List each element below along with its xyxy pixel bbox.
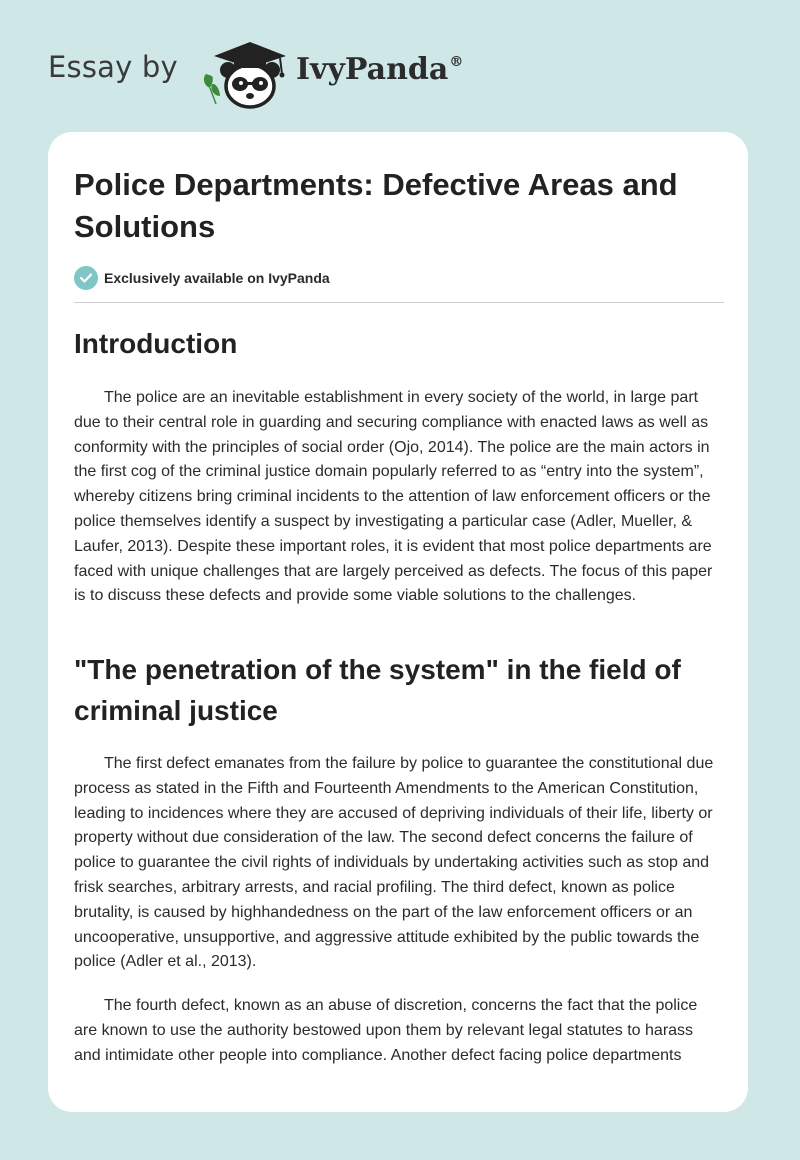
check-icon: [74, 266, 98, 290]
paragraph: The fourth defect, known as an abuse of discretion, concerns the fact that the police are known to use the authority bestowed upon them by relevant legal statutes to harass and intimidate other people into compliance. Another defect facing police departments: [74, 997, 698, 1064]
ivypanda-wordmark[interactable]: [296, 52, 463, 87]
registered-mark: ®: [449, 54, 464, 70]
paragraph: The police are an inevitable establishment in every society of the world, in large part due to their central role in guarding and securing compliance with enacted laws as well as conformity with the principles of social order (Ojo, 2014). The police are the main actors in the first cog of the criminal justice domain popularly referred to as “entry into the system”, whereby citizens bring criminal incidents to the attention of law enforcement officers or the police themselves identify a suspect by investigating a particular case (Adler, Mueller, & Laufer, 2013). Despite these important roles, it is evident that most police departments are faced with unique challenges that are largely perceived as defects. The focus of this paper is to discuss these defects and provide some viable solutions to the challenges.: [74, 389, 713, 605]
title-divider: [74, 302, 724, 303]
exclusive-badge: [74, 264, 330, 292]
section-heading-introduction: Introduction: [74, 328, 238, 359]
essay-title: Police Departments: Defective Areas and Solutions: [74, 167, 678, 244]
section-heading-penetration: "The penetration of the system" in the field of criminal justice: [74, 654, 681, 726]
essay-card: [48, 132, 748, 1112]
section-penetration-body: [74, 752, 724, 975]
section-introduction-body: [74, 386, 724, 609]
ivypanda-logo-icon[interactable]: [200, 34, 292, 110]
paragraph: The first defect emanates from the failure by police to guarantee the constitutional due process as stated in the Fifth and Fourteenth Amendments to the American Constitution, leading to incidences where they are accused of depriving individuals of their life, liberty or property without due consideration of the law. The second defect concerns the failure of police to guarantee the civil rights of individuals by undertaking activities such as stop and frisk searches, arbitrary arrests, and racial profiling. The third defect, known as police brutality, is caused by highhandedness on the part of the law enforcement officers or an uncooperative, unsupportive, and aggressive attitude exhibited by the public towards the police (Adler et al., 2013).: [74, 755, 714, 971]
essay-by-label: Essay by: [48, 50, 178, 84]
exclusive-badge-label: Exclusively available on IvyPanda: [104, 270, 330, 286]
section-penetration-body-continued: [74, 994, 724, 1068]
site-header: [0, 0, 800, 130]
brand-name: IvyPanda: [296, 52, 449, 87]
